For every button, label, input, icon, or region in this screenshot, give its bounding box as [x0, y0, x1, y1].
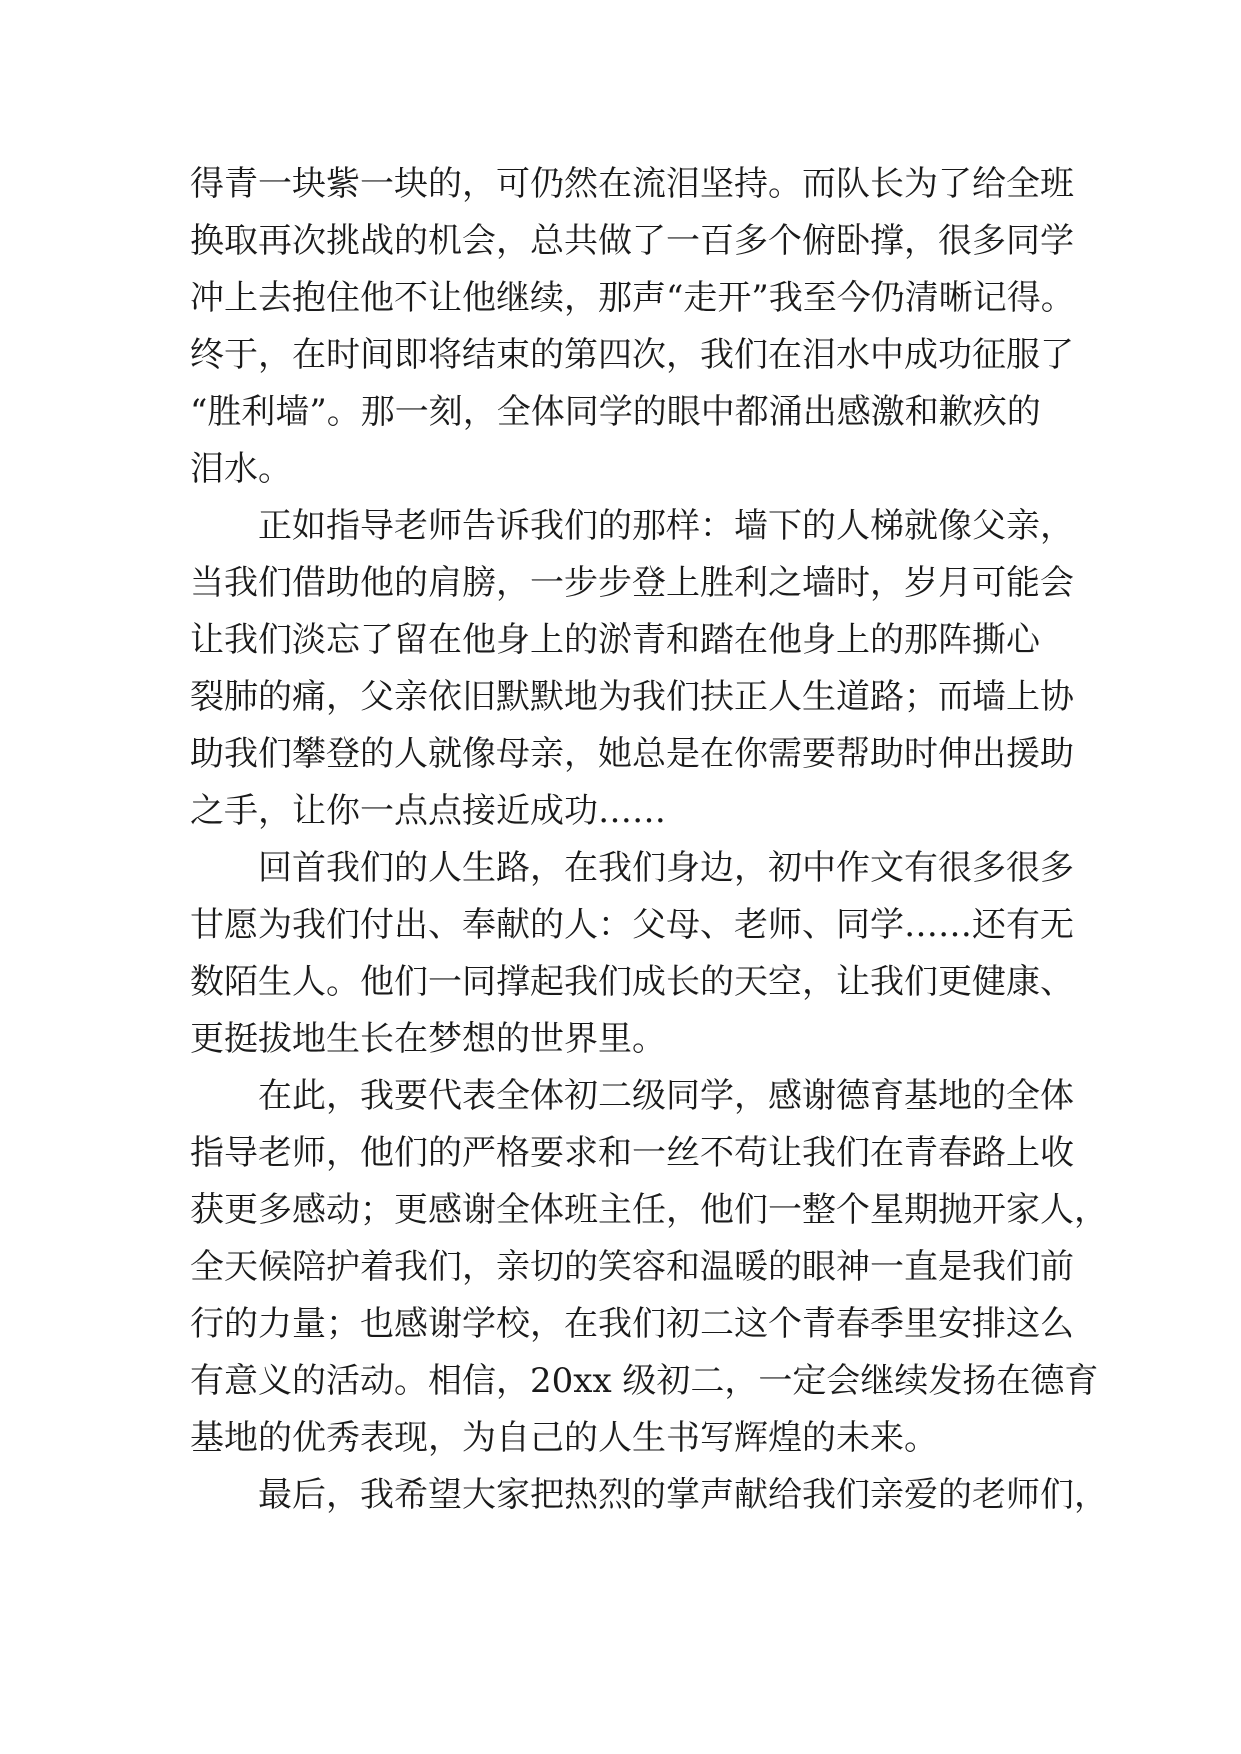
text-line: 获更多感动；更感谢全体班主任，他们一整个星期抛开家人， [190, 1190, 1108, 1230]
text-line: 得青一块紫一块的，可仍然在流泪坚持。而队长为了给全班 [190, 164, 1074, 204]
text-line: 基地的优秀表现，为自己的人生书写辉煌的未来。 [190, 1418, 938, 1458]
text-line: 在此，我要代表全体初二级同学，感谢德育基地的全体 [258, 1076, 1074, 1116]
text-line: 正如指导老师告诉我们的那样：墙下的人梯就像父亲， [258, 506, 1074, 546]
text-line: 指导老师，他们的严格要求和一丝不苟让我们在青春路上收 [190, 1133, 1074, 1173]
text-line: 裂肺的痛，父亲依旧默默地为我们扶正人生道路；而墙上协 [190, 677, 1074, 717]
text-line: 终于，在时间即将结束的第四次，我们在泪水中成功征服了 [190, 335, 1074, 375]
text-line: 助我们攀登的人就像母亲，她总是在你需要帮助时伸出援助 [190, 734, 1074, 774]
text-line: 冲上去抱住他不让他继续，那声“走开”我至今仍清晰记得。 [190, 278, 1075, 318]
text-line: 最后，我希望大家把热烈的掌声献给我们亲爱的老师们， [258, 1475, 1108, 1515]
text-line: 有意义的活动。相信，20xx 级初二，一定会继续发扬在德育 [190, 1361, 1099, 1401]
text-line: 回首我们的人生路，在我们身边，初中作文有很多很多 [258, 848, 1074, 888]
text-line: “胜利墙”。那一刻，全体同学的眼中都涌出感激和歉疚的 [190, 392, 1041, 432]
text-line: 更挺拔地生长在梦想的世界里。 [190, 1019, 666, 1059]
text-line: 之手，让你一点点接近成功…… [190, 791, 666, 831]
text-line: 甘愿为我们付出、奉献的人：父母、老师、同学……还有无 [190, 905, 1074, 945]
text-line: 行的力量；也感谢学校，在我们初二这个青春季里安排这么 [190, 1304, 1074, 1344]
text-line: 让我们淡忘了留在他身上的淤青和踏在他身上的那阵撕心 [190, 620, 1040, 660]
text-line: 数陌生人。他们一同撑起我们成长的天空，让我们更健康、 [190, 962, 1074, 1002]
text-line: 泪水。 [190, 449, 292, 489]
text-line: 当我们借助他的肩膀，一步步登上胜利之墙时，岁月可能会 [190, 563, 1074, 603]
text-line: 全天候陪护着我们，亲切的笑容和温暖的眼神一直是我们前 [190, 1247, 1074, 1287]
text-line: 换取再次挑战的机会，总共做了一百多个俯卧撑，很多同学 [190, 221, 1074, 261]
